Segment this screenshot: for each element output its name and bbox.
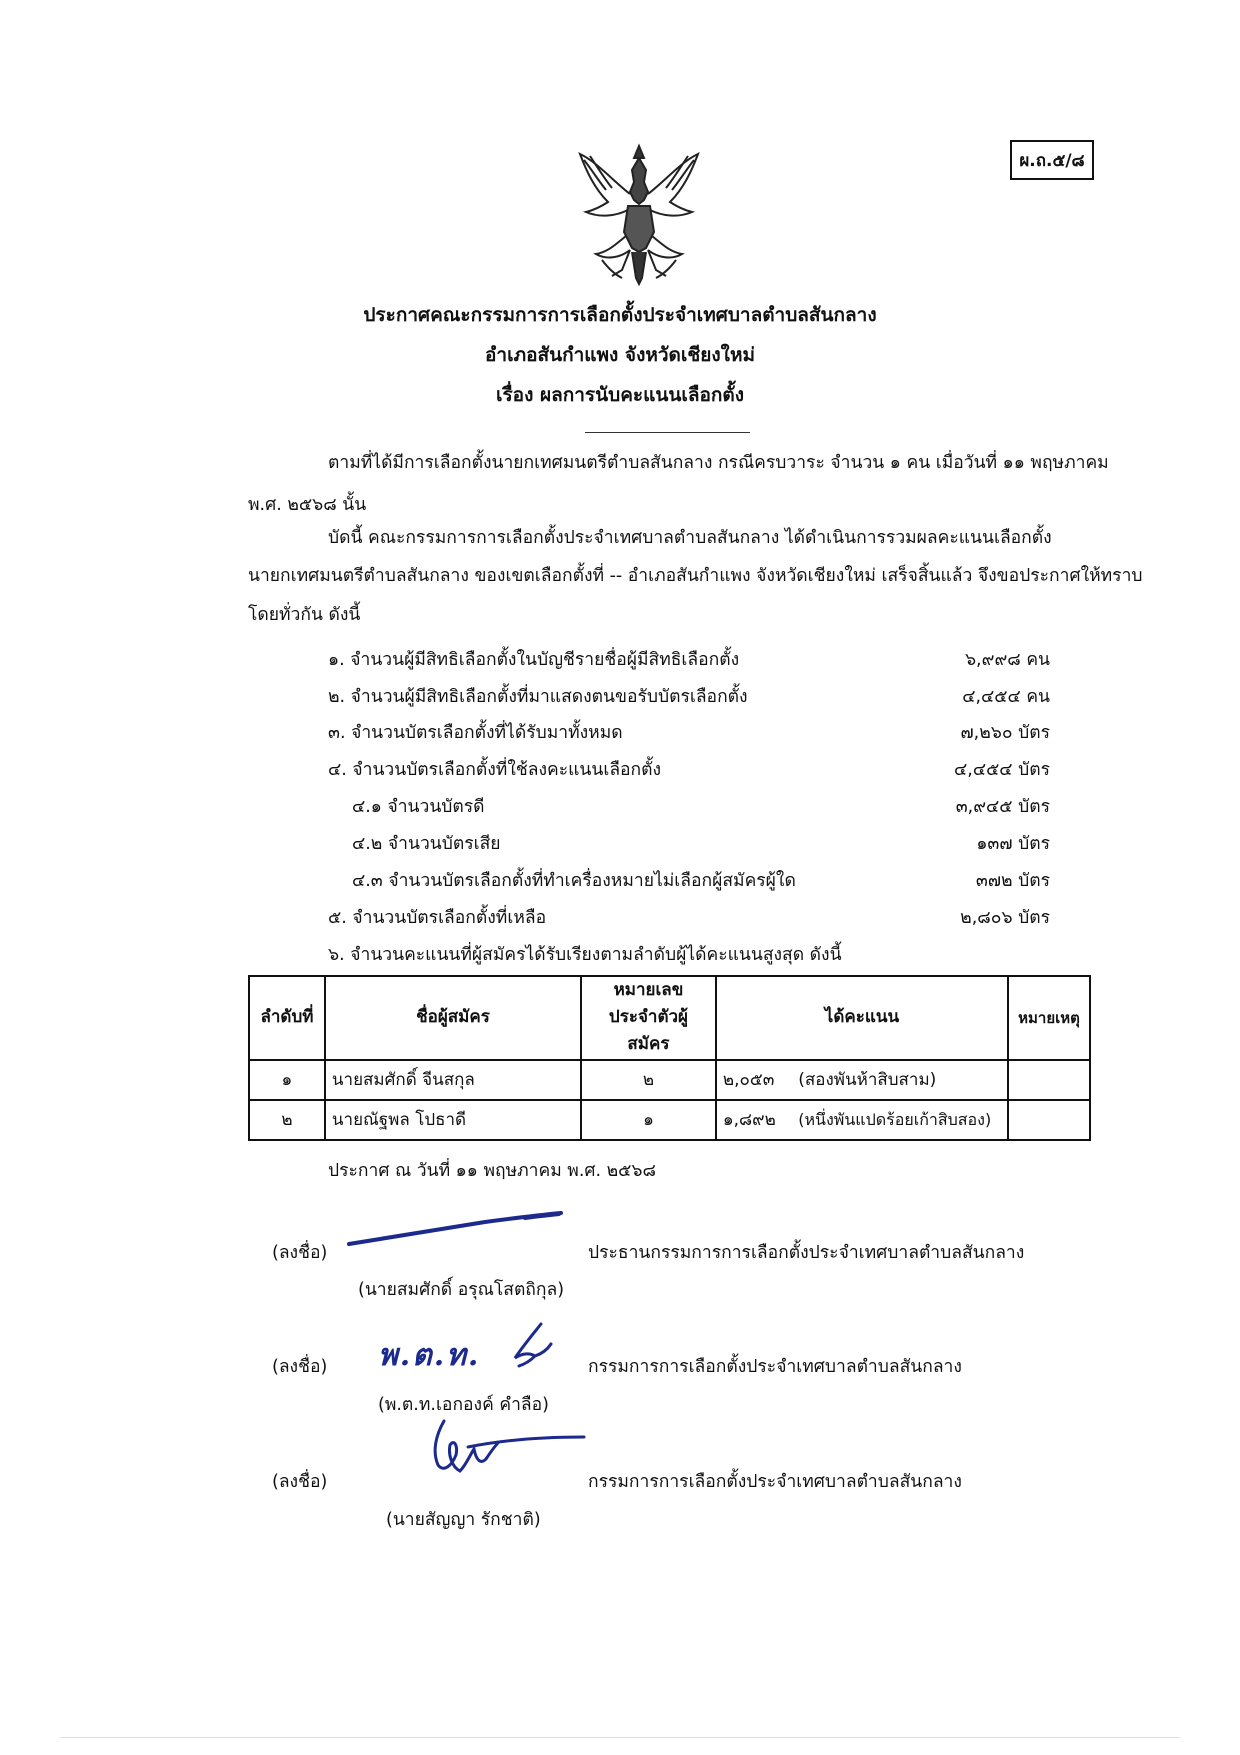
row-candidate-number: ๒ bbox=[581, 1060, 716, 1100]
row-remark bbox=[1008, 1060, 1090, 1100]
row-score-text: (หนึ่งพันแปดร้อยเก้าสิบสอง) bbox=[798, 1110, 992, 1130]
item-3-label: ๓. จำนวนบัตรเลือกตั้งที่ได้รับมาทั้งหมด bbox=[328, 723, 623, 743]
announce-date: ประกาศ ณ วันที่ ๑๑ พฤษภาคม พ.ศ. ๒๕๖๘ bbox=[328, 1161, 657, 1181]
item-4-2-label: ๔.๒ จำนวนบัตรเสีย bbox=[352, 834, 501, 854]
form-code: ผ.ถ.๕/๘ bbox=[1019, 150, 1085, 171]
row-score: ๒,๐๕๓ bbox=[722, 1070, 775, 1091]
header-name: ชื่อผู้สมัคร bbox=[325, 976, 581, 1060]
row-score-text: (สองพันห้าสิบสาม) bbox=[798, 1070, 937, 1091]
title-divider bbox=[585, 432, 750, 433]
row-candidate-name: นายณัฐพล โปธาดี bbox=[325, 1100, 581, 1140]
para2-line1: บัดนี้ คณะกรรมการการเลือกตั้งประจำเทศบาลตำบลสันกลาง ได้ดำเนินการรวมผลคะแนนเลือกตั้ง bbox=[328, 528, 1052, 548]
row-rank: ๒ bbox=[249, 1100, 325, 1140]
table-row bbox=[249, 1060, 1090, 1100]
item-1-label: ๑. จำนวนผู้มีสิทธิเลือกตั้งในบัญชีรายชื่อผู้มีสิทธิเลือกตั้ง bbox=[328, 650, 740, 670]
row-candidate-number: ๑ bbox=[581, 1100, 716, 1140]
row-remark bbox=[1008, 1100, 1090, 1140]
header-remark: หมายเหตุ bbox=[1008, 976, 1090, 1060]
title-line-2: อำเภอสันกำแพง จังหวัดเชียงใหม่ bbox=[485, 344, 755, 366]
signer-3-role: กรรมการการเลือกตั้งประจำเทศบาลตำบลสันกลาง bbox=[588, 1472, 962, 1492]
para1-line1: ตามที่ได้มีการเลือกตั้งนายกเทศมนตรีตำบลสันกลาง กรณีครบวาระ จำนวน ๑ คน เมื่อวันที่ ๑๑ พฤษภาคม bbox=[328, 453, 1109, 473]
title-subject: เรื่อง ผลการนับคะแนนเลือกตั้ง bbox=[495, 384, 744, 406]
signature-3-image bbox=[418, 1415, 588, 1485]
row-score-cell bbox=[716, 1100, 1008, 1140]
results-table bbox=[248, 975, 1091, 1141]
item-3-value: ๗,๒๖๐ บัตร bbox=[960, 723, 1050, 743]
header-number-line1: หมายเลข bbox=[613, 980, 684, 1000]
header-number bbox=[581, 976, 716, 1060]
para1-line2: พ.ศ. ๒๕๖๘ นั้น bbox=[248, 495, 367, 515]
row-score: ๑,๘๙๒ bbox=[722, 1110, 776, 1131]
header-score: ได้คะแนน bbox=[716, 976, 1008, 1060]
item-4-1-value: ๓,๙๔๕ บัตร bbox=[955, 797, 1050, 817]
para2-line2: นายกเทศมนตรีตำบลสันกลาง ของเขตเลือกตั้งที่ -- อำเภอสันกำแพง จังหวัดเชียงใหม่ เสร็จสิ้นแล้ว จึงขอประกาศให้ทราบ bbox=[248, 566, 1143, 586]
signer-2-role: กรรมการการเลือกตั้งประจำเทศบาลตำบลสันกลาง bbox=[588, 1357, 962, 1377]
item-4-value: ๔,๔๕๔ บัตร bbox=[954, 760, 1050, 780]
row-candidate-name: นายสมศักดิ์ จีนสกุล bbox=[325, 1060, 581, 1100]
item-1-value: ๖,๙๙๘ คน bbox=[964, 650, 1050, 670]
form-code-box bbox=[1010, 140, 1094, 180]
signer-1-name: (นายสมศักดิ์ อรุณโสตถิกุล) bbox=[358, 1280, 565, 1300]
scan-edge-line bbox=[60, 1737, 1180, 1738]
para2-line3: โดยทั่วกัน ดังนี้ bbox=[248, 605, 361, 625]
item-5-value: ๒,๘๐๖ บัตร bbox=[960, 908, 1050, 928]
item-4-label: ๔. จำนวนบัตรเลือกตั้งที่ใช้ลงคะแนนเลือกตั้ง bbox=[328, 760, 662, 780]
signer-3-name: (นายสัญญา รักชาติ) bbox=[386, 1510, 541, 1530]
row-score-cell bbox=[716, 1060, 1008, 1100]
table-header-row bbox=[249, 976, 1090, 1060]
row-rank: ๑ bbox=[249, 1060, 325, 1100]
signature-2-handwritten: พ.ต.ท. bbox=[378, 1338, 481, 1373]
sign-label-2: (ลงชื่อ) bbox=[272, 1357, 328, 1377]
item-2-label: ๒. จำนวนผู้มีสิทธิเลือกตั้งที่มาแสดงตนขอรับบัตรเลือกตั้ง bbox=[328, 687, 748, 707]
title-line-1: ประกาศคณะกรรมการการเลือกตั้งประจำเทศบาลตำบลสันกลาง bbox=[363, 304, 877, 326]
table-row bbox=[249, 1100, 1090, 1140]
garuda-emblem-icon bbox=[572, 140, 707, 288]
item-4-3-label: ๔.๓ จำนวนบัตรเลือกตั้งที่ทำเครื่องหมายไม่เลือกผู้สมัครผู้ใด bbox=[352, 871, 796, 891]
item-5-label: ๕. จำนวนบัตรเลือกตั้งที่เหลือ bbox=[328, 908, 547, 928]
signer-2-name: (พ.ต.ท.เอกองค์ คำลือ) bbox=[378, 1395, 549, 1415]
header-rank: ลำดับที่ bbox=[249, 976, 325, 1060]
signature-1-image bbox=[345, 1210, 565, 1250]
signer-1-role: ประธานกรรมการการเลือกตั้งประจำเทศบาลตำบลสันกลาง bbox=[588, 1243, 1025, 1263]
item-4-1-label: ๔.๑ จำนวนบัตรดี bbox=[352, 797, 485, 817]
signature-2-image bbox=[505, 1320, 555, 1370]
item-4-3-value: ๓๗๒ บัตร bbox=[975, 871, 1050, 891]
item-2-value: ๔,๔๕๔ คน bbox=[962, 687, 1050, 707]
item-4-2-value: ๑๓๗ บัตร bbox=[976, 834, 1050, 854]
sign-label-1: (ลงชื่อ) bbox=[272, 1243, 328, 1263]
sign-label-3: (ลงชื่อ) bbox=[272, 1472, 328, 1492]
header-number-line2: ประจำตัวผู้สมัคร bbox=[608, 1007, 689, 1055]
item-6-label: ๖. จำนวนคะแนนที่ผู้สมัครได้รับเรียงตามลำดับผู้ได้คะแนนสูงสุด ดังนี้ bbox=[328, 945, 842, 965]
